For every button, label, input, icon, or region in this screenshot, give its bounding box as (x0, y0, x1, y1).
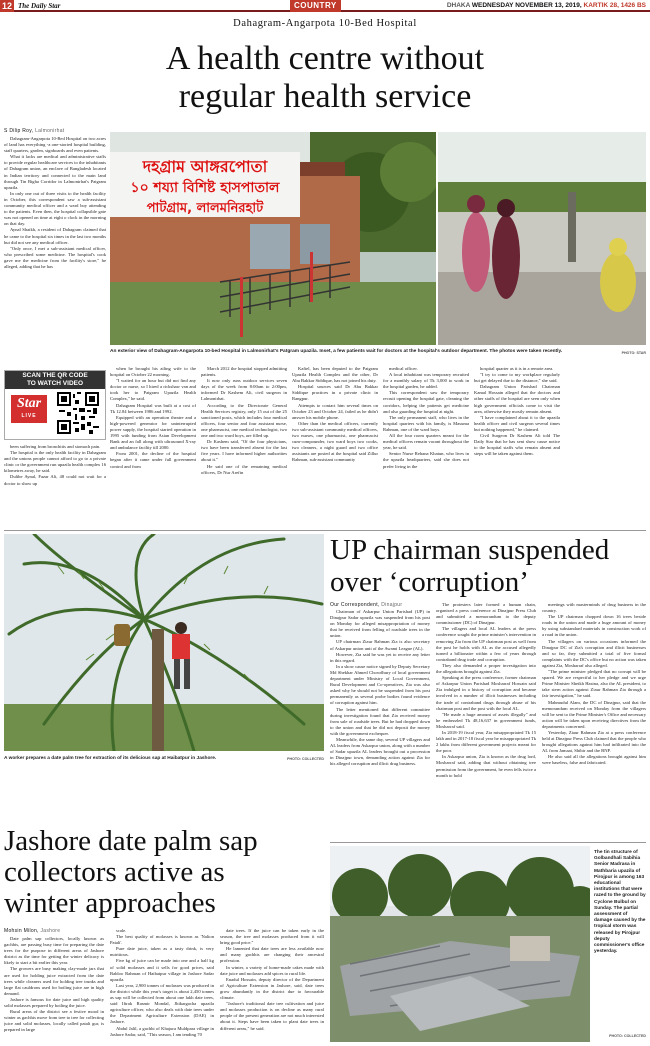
story1-col1 (4, 136, 106, 366)
paragraph: "I waited for an hour but did not find any doctor or nurse, so I hired a rickshaw van and took her to Patgram Upazila Health Complex," he said. (110, 378, 196, 402)
paragraph: The protesters later formed a human chain, organised a press conference at Dinajpur Press Club and submitted a memorandum to the deputy commissioner (DC) of Dinajpur. (436, 602, 536, 626)
paragraph: In winter, a variety of home-made cakes made with date juice and molasses add spices to rural life. (220, 964, 324, 976)
story1-byline-place: Lalmonirhat (35, 128, 65, 134)
photo4-credit: PHOTO: COLLECTED (609, 1034, 646, 1038)
paragraph: Enadul Hossain, deputy director of the Department of Agriculture Extension in Jashore, said, date trees grow abundantly in the district due to favourable climate. (220, 976, 324, 1001)
paragraph: The growers are busy making clay-made jars that are used for holding juice extracted from the date trees while cleaners used for holding tree trunks and large flat cauldrons used for boiling juice are in high demand. (4, 966, 104, 996)
qr-title-line1: SCAN THE QR CODE (22, 372, 88, 379)
paragraph: Dulibe Aynal, Fazar Ali, 48 could not wait for a doctor to show up (4, 474, 106, 486)
paragraph: A local inhabitant was temporary recruited for a monthly salary of Tk 3,000 to work in the hospital garden, he added. (383, 372, 469, 390)
paragraph: The letter mentioned that different committee during investigation found that Zia received money from sale of roadside trees. But he had dropped down to the union and that he did not deposit the money with the government exchequer. (330, 706, 430, 736)
paragraph: Other than the medical officers, currently two sub-assistant community medical officers, two nurses, one pharmacist, one pharmacist cum-compounder, two ward boys two cooks, two cleaners, a night guard and two office assistants are posted at the hospital said Zillur Rahman, sub-assistant community (292, 420, 378, 463)
paragraph: Date palm sap collectors, locally known as gachhis, are passing busy time for preparing the date trees for the purpose in different areas of Jashore district as the time for getting the winter delicacy is likely to start a bit earlier this year. (4, 936, 104, 966)
star-brand: Star (16, 396, 42, 411)
section-label: COUNTRY (290, 0, 341, 12)
paragraph: The hospital is the only health facility in Dahagram and the unions people cannot afford to go to a private clinic or the government run upazila health complex 16 kilometres away, he said. (4, 450, 106, 474)
paragraph: What it lacks are medical and administrative staffs to provide regular healthcare services to the inhabitants of Dahagram union, an enclave of Bangladesh located in Indian territory and connected to the main land through Tin Bigha Corridor in Lalmonirhat's Patgram upazila. (4, 154, 106, 190)
page-number: 12 (1, 1, 12, 11)
paragraph: Last year, 2,900 tonnes of molasses was produced in the district while this year's target is about 2,450 tonnes as sap will be collected from about one lakh date trees, said Iftrak Rasmir Mondal, Jhikargacha upazila agriculture officer, who also deals with date trees under the Department Agriculture Extension (DAE) in Jashore. (110, 982, 214, 1025)
story1-byline-name: S Dilip Roy, (4, 128, 34, 134)
star-live-logo (11, 395, 47, 423)
paragraph: Rural areas of the district see a festive mood in winter as gachhis move from tree to tree for collecting juice and solid molasses, locally called patali gur, is prepared in large (4, 1009, 104, 1033)
story3-photo-credit: PHOTO: COLLECTED (287, 757, 324, 761)
photo4-caption: The tin structure of Golbandhali Sabihia Senior Madrasa in Mathbaria upazila of Pirojpur is among 163 educational institutions that were razed to the ground by Cyclone Bulbul on Sunday. The partial assessment of damage caused by the tropical storm was released by Pirojpur deputy commissioner's office yesterday. (594, 850, 646, 955)
story2-byline-name: Our Correspondent, (330, 602, 380, 608)
paragraph: Jashore is famous for date juice and high quality solid molasses prepared by boiling the juice. (4, 996, 104, 1009)
paragraph: Dr Kashem said, "Of the four physicians, two have been transferred absent for the last five years. I have informed higher authorities about it." (201, 439, 287, 463)
paragraph: Speaking at the press conference, former chairman of Askarpur Union Parishad Mosharraf Hossain said Zia indulged in a history of corruption and became involved in a number of illicit businesses including the trade of contraband drugs through abuse of his chairman post and the post with the local AL. (436, 675, 536, 711)
paragraph: Hospital sources said Dr Abu Bakkar Siddique practices in a private clinic in Rangpur. (292, 384, 378, 402)
paragraph: The only permanent staff, who lives in the hospital quarters with his family, is Masuma Rahman, one of the ward boys. (383, 414, 469, 432)
dateline-date: WEDNESDAY NOVEMBER 13, 2019, (471, 2, 582, 9)
live-label: LIVE (21, 413, 37, 419)
paragraph: March 2012 the hospital stopped admitting patients. (201, 366, 287, 378)
story1-photo-credit: PHOTO: STAR (621, 351, 646, 355)
story3-byline-place: Jashore (40, 928, 61, 934)
sign-line3: পাটগ্রাম, লালমনিরহাট (146, 201, 264, 216)
story3-headline-line3: winter approaches (4, 887, 216, 919)
dateline-city: DHAKA (446, 2, 471, 9)
story1-col3 (201, 366, 287, 528)
paragraph: All the four room quarters meant for the medical officers remain vacant throughout the year, he said. (383, 433, 469, 451)
paragraph: The best quality of molasses is known as 'Nalion Patali'. (110, 934, 214, 946)
paragraph: He also said all the allegations brought against him were baseless, false and fabricated. (542, 754, 646, 766)
paragraph: The villagers and local AL leaders at the press conference sought the prime minister's intervention in removing Zia from the UP chairman post as well from the post he holds with AL as the accused allegedly turned a billionaire within a few of years through contraband drug trade and corruption. (436, 626, 536, 662)
paragraph: They also demanded a proper investigation into the allegations brought against Zia. (436, 662, 536, 675)
story1-headline-line2: regular health service (178, 78, 472, 115)
paragraph: Kafiel, has been deputed to the Patgram Upazila Health Complex and the other, Dr Abu Bakkar Siddique, has not joined his duty. (292, 366, 378, 384)
paragraph: "He made a huge amount of assets illegally" and he embezzled Tk 48,16,637 in government funds, Mosharraf said. (436, 711, 536, 729)
qr-title-line2: TO WATCH VIDEO (26, 380, 84, 387)
cyclone-damage-photo (330, 846, 590, 1042)
story1-kicker: Dahagram-Angarpota 10-Bed Hospital (233, 18, 417, 29)
paragraph: Mahmudul Alam, the DC of Dinajpur, said that the memorandum received on Monday from the villagers will be sent to the Prime Minister's Office and necessary action will be taken upon receiving directives from the departments concerned. (542, 699, 646, 729)
paragraph: In 2018-19 fiscal year, Zia misappropriated Tk 15 lakh and in 2017-18 fiscal year he misappropriated Tk 2 lakhs from different government projects meant for the poor. (436, 729, 536, 754)
paragraph: scale. (116, 928, 127, 933)
paragraph: Aynal Shaikh, a resident of Dahagram claimed that he came to the hospital six times in the last two months but did not see any medical officer. (4, 227, 106, 245)
sign-line1: দহগ্রাম আঙ্গরপোতা (142, 157, 268, 176)
story2-col3 (542, 602, 646, 839)
paragraph: Dahagram-Angarpota 10-Bed Hospital on two acres of land has everything -a one-storied hospital building, staff quarters, garden, signboards and even patients. (4, 136, 106, 154)
paragraph: Senior Nurse Rehana Khatun, who lives in the upazila headquarters, said she does not prefer living in the (383, 451, 469, 469)
story1-photo-caption: An exterior view of Dahagram-Angarpota 10-bed Hospital in Lalmonirhat's Patgram upazila. Inset, a few patients wait for doctors at the hospital's outdoor department. The photos were taken recently. (110, 349, 563, 354)
divider (4, 530, 646, 531)
story2-col1 (330, 609, 430, 839)
paragraph: "Jashore's traditional date tree cultivation and juice and molasses production is on decline as many rural people of the present generation are not much interested about it. Steps have been taken to plant date trees in different areas," he said. (220, 1001, 324, 1031)
paragraph: It now only runs outdoor services seven days of the week from 8:00am to 2:00pm, informed Dr Kashem Ali, civil surgeon in Lalmonirhat. (201, 378, 287, 402)
story1-headline (0, 40, 650, 116)
story3-headline (4, 826, 324, 919)
story3-headline-line1: Jashore date palm sap (4, 825, 258, 857)
story2-headline-line1: UP chairman suspended (330, 534, 610, 566)
story1-col4 (292, 366, 378, 528)
sign-line2: ১০ শয্যা বিশিষ্ট হাসপাতাল (130, 180, 280, 196)
story1-col5 (383, 366, 469, 528)
paragraph: "I have complained about it to the upazila health officer and civil surgeon several times but nothing happened," he claimed. (474, 414, 560, 432)
paper-logo: The Daily Star (18, 2, 61, 10)
hospital-exterior-photo (110, 132, 436, 345)
paragraph: been suffering from bronchitis and stomach pain. (10, 444, 101, 449)
qr-promo-title (5, 371, 105, 389)
divider (330, 842, 646, 843)
paragraph: From 2001, the decline of the hospital began after it came under full government control and from (110, 451, 196, 469)
patients-waiting-photo (438, 132, 646, 345)
paragraph: In a show cause notice signed by Deputy Secretary Md Shekhar Ahmed Chowdhury of local government department under Ministry of Local Government, Rural Development and Co-operatives, Zia was also asked why he should not be suspended from his post permanently as several probe bodies found evidence of corruption against him. (330, 663, 430, 706)
story1-col6 (474, 366, 560, 528)
paragraph: Abdul Jalil, a gachhi of Khajura Muldpara village in Jashore Sadar, said, "This season, I am tending 70 (110, 1025, 214, 1037)
story3-headline-line2: collectors active as (4, 856, 225, 888)
date-palm-photo (4, 534, 324, 751)
paragraph: "Only once, I met a sub-assistant medical officer, who prescribed some medicine. The hospital's cook gave me the medicine from the facility's store," he alleged, adding that he has (4, 245, 106, 269)
story2-byline-place: Dinajpur (381, 602, 403, 608)
paragraph: "I try to come to my workplace regularly but get delayed due to the distance," she said. (474, 372, 560, 384)
paragraph: In Askarpur union, Zia is known as the drug lord, Mosharraf said, adding that without obtaining tree permission from the government, he even fells twice a month to hold (436, 754, 536, 778)
story1-col1-cont (4, 444, 106, 524)
paragraph: The UP chairman chopped down 16 trees beside roads in the union and made a huge amount of money by using substandard materials in construction work of a road in the union. (542, 614, 646, 638)
paragraph: However, Zia said he was yet to receive any letter in this regard. (330, 651, 430, 663)
story2-headline-line2: over ‘corruption’ (330, 566, 529, 598)
story1-col2 (110, 366, 196, 528)
paragraph: Meanwhile, the same day, several UP villagers and AL leaders from Askarpur union, along with a number of Sadar upazila AL leaders brought out a procession in Dinajpur town, demanding action against Zia for his alleged corruption and illicit drug business. (330, 736, 430, 767)
paragraph: Civil Surgeon Dr Kashem Ali told The Daily Star that he has sent show cause notice to the hospital staffs who remain absent and steps will be taken against them. (474, 433, 560, 457)
story2-headline (330, 534, 648, 598)
dateline-bangla-date: KARTIK 28, 1426 BS (583, 2, 646, 9)
paragraph: Chairman of Askarpur Union Parishad (UP) in Dinajpur Sadar upazila was suspended from his post on Monday for alleged misappropriation of money that he received from felling of roadside trees in the union. (330, 609, 430, 639)
paragraph: Attempts to contact him several times on October 23 and October 24, failed as he didn't answer his mobile phone. (292, 402, 378, 420)
paragraph: Pure date juice, taken as a tasty drink, is very nutritious. (110, 946, 214, 958)
story3-photo-caption: A worker prepares a date palm tree for extraction of its delicious sap at Haibatpur in Jashore. (4, 756, 217, 761)
story1-headline-line1: A health centre without (165, 40, 485, 77)
paragraph: when he brought his ailing wife to the hospital on October 22 morning. (110, 366, 196, 378)
paragraph: Dahagram Union Parishad Chairman Kamal Hossain alleged that the doctors and other staffs of the hospital are seen only when high government officials come to visit the area, otherwise they mostly remain absent. (474, 384, 560, 414)
story3-byline (4, 928, 104, 934)
story3-byline-name: Mohsin Milon, (4, 928, 39, 934)
paragraph: date trees. If the juice can be taken early in the season, the tree and molasses produced from it will bring good price." (220, 928, 324, 946)
paragraph: In only one out of three visits to the health facility in October, this correspondent saw a sub-assistant community medical officer and a ward boy attending to the patients. Even then, the hospital collapsible gate was not opened on time at eight o clock in the morning on that day. (4, 190, 106, 227)
qr-promo[interactable] (4, 370, 106, 440)
paragraph: Five kg of juice can be made into one and a half kg of solid molasses and it sells for good prices, said Babloo Rahman of Haibatpur village in Jashore Sadar upazila. (110, 958, 214, 982)
paragraph: This correspondent saw the temporary recruit opening the hospital gate, cleaning the corridors, helping the patients get medicine and also guarding the hospital at night. (383, 390, 469, 414)
paragraph: He said one of the remaining medical officers, Dr Nur Arefin (201, 463, 287, 475)
story3-col1 (4, 936, 104, 1042)
paragraph: hospital quarter as it is in a remote area. (480, 366, 554, 371)
paragraph: "The prime minister pledged that no corrupt will be spared. We are respectful to her pledge and we urge Prime Minister Sheikh Hasina, also the AL president, to take stern action against Ziaur Rahman Zia through a fair investigation," he said. (542, 669, 646, 699)
paragraph: medical officer. (389, 366, 418, 371)
paragraph: Yesterday, Ziaur Rahman Zia at a press conference held at Dinajpur Press Club claimed that the people who brought allegations against him had infiltrated into the AL from Jamaat, Shibir and the BNP. (542, 729, 646, 754)
qr-code-icon[interactable] (57, 392, 99, 434)
story2-col2 (436, 602, 536, 839)
paragraph: The villagers on various occasions informed the Dinajpur DC of Zia's corruption and illicit businesses and so far, they submitted a total of five formal complaints with the DC's office but no action was taken against Zia, Mosharraf also alleged. (542, 638, 646, 668)
paragraph: Equipped with an operation theatre and a high-powered generator for uninterrupted power supply, the hospital started operation in 1995 with funding from Asian Development Bank and an fall along with ultrasound X-ray and ambulance facility till 2000. (110, 414, 196, 451)
dateline (447, 1, 646, 11)
story1-byline (4, 128, 106, 134)
story3-col2 (110, 928, 214, 1042)
paragraph: He lamented that date trees are less available now and many gachhis are changing their ancestral profession. (220, 946, 324, 964)
paragraph: meetings with masterminds of drug business in the country. (542, 602, 646, 614)
paragraph: UP chairman Ziaur Rahman Zia is also secretary of Askarpur union unit of the Awami League (AL). (330, 639, 430, 651)
paragraph: Dahagram Hospital was built at a cost of Tk 12.84 between 1986 and 1992. (110, 402, 196, 414)
story2-byline (330, 602, 430, 608)
paragraph: According to the Directorate General Health Services registry, only 15 out of the 25 sanctioned posts, which includes four medical officers, four senior and four assistant nurse, one pharmacist, one medical technologist, two one and two ward boys, are filled up. (201, 402, 287, 439)
story3-col3 (220, 928, 324, 1042)
